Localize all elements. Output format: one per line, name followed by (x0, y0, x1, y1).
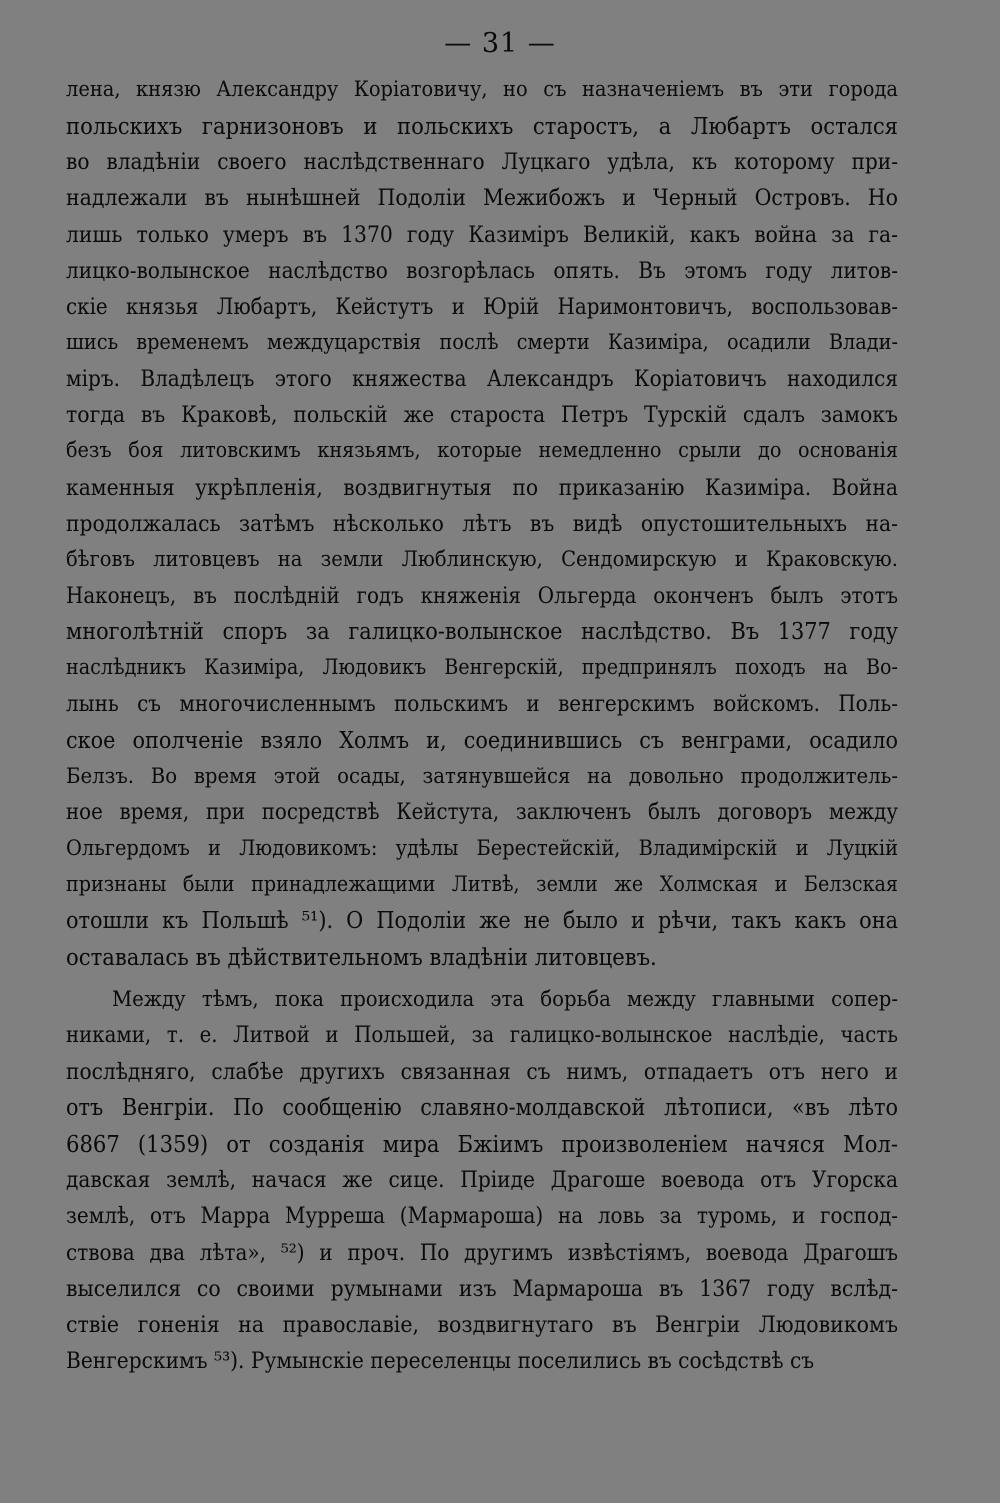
body-text (66, 72, 898, 1379)
text-line: многолѣтній споръ за галицко-волынское наслѣдство. Въ 1377 году (66, 618, 898, 646)
text-line: бѣговъ литовцевъ на земли Люблинскую, Сендомирскую и Краковскую. (66, 546, 898, 572)
text-line: выселился со своими румынами изъ Мармароша въ 1367 году вслѣд- (66, 1275, 898, 1302)
text-line: міръ. Владѣлецъ этого княжества Александръ Коріатовичъ находился (66, 366, 898, 393)
text-line: отошли къ Польшѣ ⁵¹). О Подоліи же не было и рѣчи, такъ какъ она (66, 908, 898, 935)
text-line: ствіе гоненія на православіе, воздвигнутаго въ Венгріи Людовикомъ (66, 1311, 898, 1338)
text-line: лицко-волынское наслѣдство возгорѣлась опять. Въ этомъ году литов- (66, 257, 898, 284)
text-line: давская землѣ, начася же сице. Пріиде Драгоше воевода отъ Угорска (66, 1167, 898, 1194)
text-line: Ольгердомъ и Людовикомъ: удѣлы Берестейскій, Владимірскій и Луцкій (66, 835, 898, 861)
text-line: ское ополченіе взяло Холмъ и, соединившись съ венграми, осадило (66, 727, 898, 754)
text-line: лена, князю Александру Коріатовичу, но съ назначеніемъ въ эти города (66, 77, 898, 102)
text-line: ное время, при посредствѣ Кейстута, заключенъ былъ договоръ между (66, 799, 898, 825)
text-line: землѣ, отъ Марра Мурреша (Мармароша) на ловь за туромь, и господ- (66, 1203, 898, 1230)
paragraph-2 (66, 982, 898, 1380)
text-line: тогда въ Краковѣ, польскій же староста Петръ Турскій сдалъ замокъ (66, 402, 898, 429)
page-number: — 31 — (444, 28, 556, 59)
text-line: наслѣдникъ Казиміра, Людовикъ Венгерскій, предпринялъ походъ на Во- (66, 655, 898, 681)
text-line: признаны были принадлежащими Литвѣ, земли же Холмская и Белзская (66, 872, 898, 898)
text-line: послѣдняго, слабѣе другихъ связанная съ нимъ, отпадаетъ отъ него и (66, 1058, 898, 1085)
text-line: безъ боя литовскимъ князьямъ, которые немедленно срыли до основанія (66, 438, 898, 464)
text-line: отъ Венгріи. По сообщенію славяно-молдавской лѣтописи, «въ лѣто (66, 1094, 898, 1121)
text-line: Венгерскимъ ⁵³). Румынскіе переселенцы поселились въ сосѣдствѣ съ (66, 1347, 815, 1374)
text-line: шись временемъ междуцарствія послѣ смерти Казиміра, осадили Влади- (66, 329, 898, 355)
text-line: 6867 (1359) от созданія мира Бжіимъ произволеніем начяся Мол- (66, 1130, 898, 1159)
text-line: Наконецъ, въ послѣдній годъ княженія Ольгерда оконченъ былъ этотъ (66, 582, 898, 609)
text-line: лынь съ многочисленнымъ польскимъ и венгерскимъ войскомъ. Поль- (66, 691, 898, 718)
text-line: Белзъ. Во время этой осады, затянувшейся на довольно продолжитель- (66, 763, 898, 789)
text-line: Между тѣмъ, пока происходила эта борьба между главными сопер- (112, 986, 898, 1012)
text-line: польскихъ гарнизоновъ и польскихъ старостъ, а Любартъ остался (66, 112, 898, 141)
text-line: надлежали въ нынѣшней Подоліи Межибожъ и Черный Островъ. Но (66, 185, 898, 212)
text-line: лишь только умеръ въ 1370 году Казиміръ Великій, какъ война за га- (66, 221, 898, 248)
text-line: каменныя укрѣпленія, воздвигнутыя по приказанію Казиміра. Война (66, 474, 898, 501)
text-line: никами, т. е. Литвой и Польшей, за галицко-волынское наслѣдіе, часть (66, 1022, 898, 1048)
text-line: во владѣніи своего наслѣдственнаго Луцкаго удѣла, къ которому при- (66, 149, 898, 176)
text-line: оставалась въ дѣйствительномъ владѣніи литовцевъ. (66, 943, 657, 972)
text-line: ствова два лѣта», ⁵²) и проч. По другимъ извѣстіямъ, воевода Драгошъ (66, 1239, 898, 1266)
paragraph-1 (66, 72, 898, 976)
text-line: продолжалась затѣмъ нѣсколько лѣтъ въ видѣ опустошительныхъ на- (66, 510, 898, 537)
text-line: скіе князья Любартъ, Кейстутъ и Юрій Наримонтовичъ, воспользовав- (66, 293, 898, 320)
